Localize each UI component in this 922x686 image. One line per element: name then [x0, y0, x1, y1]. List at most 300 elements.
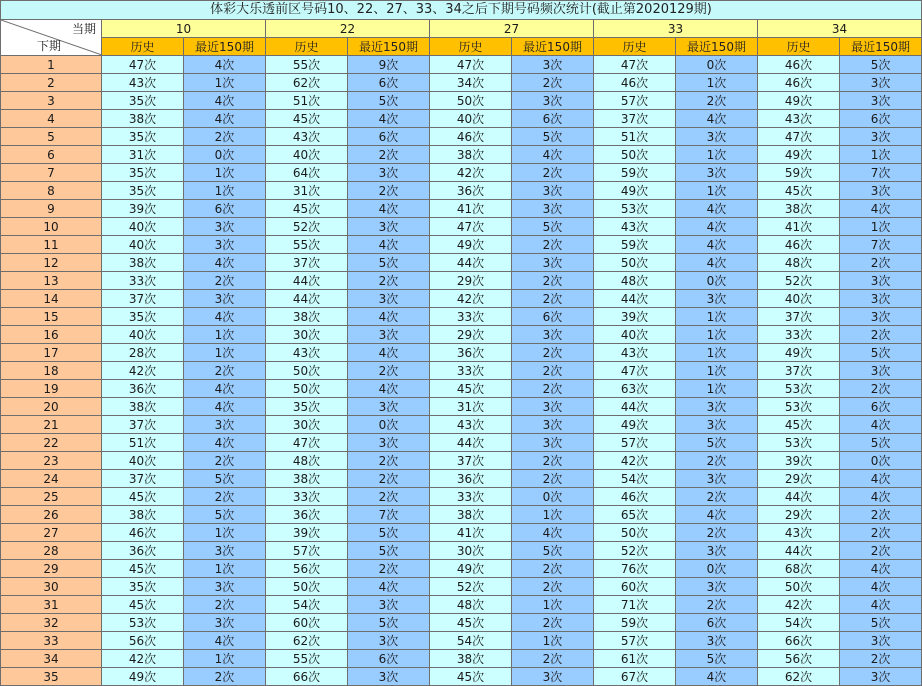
recent-count-cell: 4次 [840, 416, 922, 434]
history-count-cell: 64次 [266, 164, 348, 182]
history-count-cell: 53次 [594, 200, 676, 218]
recent-count-cell: 6次 [348, 128, 430, 146]
history-count-cell: 48次 [594, 272, 676, 290]
history-count-cell: 45次 [266, 200, 348, 218]
history-count-cell: 50次 [758, 578, 840, 596]
recent-count-cell: 0次 [512, 488, 594, 506]
table-row [1, 218, 922, 236]
history-count-cell: 45次 [266, 110, 348, 128]
history-count-cell: 53次 [758, 434, 840, 452]
history-count-cell: 35次 [102, 128, 184, 146]
history-count-cell: 54次 [266, 596, 348, 614]
history-count-cell: 30次 [266, 416, 348, 434]
recent-count-cell: 3次 [512, 92, 594, 110]
table-row [1, 182, 922, 200]
history-count-cell: 31次 [430, 398, 512, 416]
history-count-cell: 35次 [266, 398, 348, 416]
recent-count-cell: 2次 [512, 650, 594, 668]
recent-count-cell: 1次 [512, 506, 594, 524]
history-count-cell: 53次 [758, 398, 840, 416]
table-row [1, 272, 922, 290]
recent-count-cell: 2次 [676, 488, 758, 506]
history-count-cell: 37次 [758, 362, 840, 380]
history-count-cell: 40次 [102, 218, 184, 236]
history-count-cell: 46次 [594, 74, 676, 92]
table-row [1, 128, 922, 146]
history-count-cell: 52次 [758, 272, 840, 290]
row-next-number: 24 [1, 470, 102, 488]
recent-count-cell: 3次 [840, 272, 922, 290]
history-count-cell: 50次 [266, 578, 348, 596]
recent-count-cell: 4次 [676, 254, 758, 272]
table-row [1, 398, 922, 416]
history-count-cell: 44次 [266, 272, 348, 290]
recent-count-cell: 4次 [512, 146, 594, 164]
history-count-cell: 56次 [758, 650, 840, 668]
recent-count-cell: 2次 [184, 596, 266, 614]
history-count-cell: 46次 [430, 128, 512, 146]
sub-header-history: 历史 [102, 38, 184, 56]
recent-count-cell: 3次 [512, 668, 594, 686]
recent-count-cell: 3次 [840, 74, 922, 92]
recent-count-cell: 1次 [184, 650, 266, 668]
table-row [1, 416, 922, 434]
row-next-number: 1 [1, 56, 102, 74]
history-count-cell: 36次 [102, 380, 184, 398]
recent-count-cell: 3次 [512, 254, 594, 272]
column-number-27: 27 [430, 20, 594, 38]
history-count-cell: 28次 [102, 344, 184, 362]
history-count-cell: 46次 [102, 524, 184, 542]
recent-count-cell: 3次 [676, 578, 758, 596]
recent-count-cell: 1次 [840, 218, 922, 236]
recent-count-cell: 3次 [840, 290, 922, 308]
recent-count-cell: 1次 [676, 362, 758, 380]
history-count-cell: 52次 [430, 578, 512, 596]
recent-count-cell: 0次 [676, 56, 758, 74]
history-count-cell: 44次 [430, 434, 512, 452]
history-count-cell: 47次 [758, 128, 840, 146]
recent-count-cell: 2次 [840, 524, 922, 542]
recent-count-cell: 1次 [512, 596, 594, 614]
table-row [1, 74, 922, 92]
history-count-cell: 36次 [430, 470, 512, 488]
history-count-cell: 38次 [758, 200, 840, 218]
history-count-cell: 44次 [758, 542, 840, 560]
row-next-number: 25 [1, 488, 102, 506]
recent-count-cell: 3次 [348, 434, 430, 452]
recent-count-cell: 3次 [184, 236, 266, 254]
recent-count-cell: 0次 [840, 452, 922, 470]
history-count-cell: 57次 [594, 632, 676, 650]
recent-count-cell: 2次 [512, 380, 594, 398]
table-row [1, 632, 922, 650]
history-count-cell: 40次 [102, 236, 184, 254]
history-count-cell: 33次 [266, 488, 348, 506]
history-count-cell: 40次 [102, 452, 184, 470]
table-row [1, 434, 922, 452]
history-count-cell: 49次 [102, 668, 184, 686]
recent-count-cell: 2次 [348, 182, 430, 200]
history-count-cell: 38次 [266, 470, 348, 488]
recent-count-cell: 3次 [184, 218, 266, 236]
table-row [1, 596, 922, 614]
row-next-number: 18 [1, 362, 102, 380]
recent-count-cell: 2次 [676, 452, 758, 470]
recent-count-cell: 1次 [676, 182, 758, 200]
recent-count-cell: 4次 [348, 200, 430, 218]
row-next-number: 8 [1, 182, 102, 200]
history-count-cell: 31次 [102, 146, 184, 164]
recent-count-cell: 4次 [184, 380, 266, 398]
recent-count-cell: 5次 [348, 254, 430, 272]
history-count-cell: 33次 [430, 308, 512, 326]
history-count-cell: 43次 [758, 110, 840, 128]
recent-count-cell: 2次 [840, 254, 922, 272]
history-count-cell: 43次 [102, 74, 184, 92]
history-count-cell: 50次 [266, 380, 348, 398]
history-count-cell: 59次 [594, 236, 676, 254]
table-row [1, 344, 922, 362]
history-count-cell: 37次 [594, 110, 676, 128]
history-count-cell: 56次 [102, 632, 184, 650]
history-count-cell: 51次 [594, 128, 676, 146]
history-count-cell: 33次 [430, 488, 512, 506]
table-row [1, 236, 922, 254]
sub-header-row [1, 38, 922, 56]
recent-count-cell: 3次 [512, 398, 594, 416]
row-next-number: 16 [1, 326, 102, 344]
recent-count-cell: 1次 [184, 524, 266, 542]
sub-header-history: 历史 [430, 38, 512, 56]
recent-count-cell: 2次 [348, 272, 430, 290]
row-next-number: 12 [1, 254, 102, 272]
recent-count-cell: 2次 [184, 488, 266, 506]
recent-count-cell: 5次 [840, 434, 922, 452]
recent-count-cell: 3次 [512, 56, 594, 74]
table-title: 体彩大乐透前区号码10、22、27、33、34之后下期号码频次统计(截止第2020129期) [1, 1, 922, 20]
recent-count-cell: 2次 [512, 344, 594, 362]
history-count-cell: 55次 [266, 56, 348, 74]
history-count-cell: 35次 [102, 308, 184, 326]
recent-count-cell: 1次 [676, 344, 758, 362]
recent-count-cell: 6次 [348, 74, 430, 92]
recent-count-cell: 3次 [348, 668, 430, 686]
history-count-cell: 44次 [266, 290, 348, 308]
row-next-number: 20 [1, 398, 102, 416]
history-count-cell: 37次 [266, 254, 348, 272]
recent-count-cell: 2次 [840, 542, 922, 560]
row-next-number: 22 [1, 434, 102, 452]
recent-count-cell: 6次 [840, 110, 922, 128]
sub-header-history: 历史 [758, 38, 840, 56]
history-count-cell: 59次 [594, 164, 676, 182]
history-count-cell: 45次 [430, 380, 512, 398]
recent-count-cell: 4次 [512, 524, 594, 542]
history-count-cell: 57次 [594, 92, 676, 110]
history-count-cell: 37次 [102, 416, 184, 434]
recent-count-cell: 4次 [184, 632, 266, 650]
recent-count-cell: 4次 [348, 344, 430, 362]
recent-count-cell: 5次 [184, 470, 266, 488]
table-row [1, 488, 922, 506]
row-next-number: 28 [1, 542, 102, 560]
table-row [1, 560, 922, 578]
recent-count-cell: 2次 [676, 92, 758, 110]
history-count-cell: 49次 [758, 344, 840, 362]
history-count-cell: 45次 [102, 488, 184, 506]
column-number-10: 10 [102, 20, 266, 38]
history-count-cell: 54次 [594, 470, 676, 488]
sub-header-recent: 最近150期 [348, 38, 430, 56]
recent-count-cell: 4次 [676, 200, 758, 218]
history-count-cell: 48次 [758, 254, 840, 272]
recent-count-cell: 0次 [676, 272, 758, 290]
row-next-number: 15 [1, 308, 102, 326]
recent-count-cell: 3次 [348, 164, 430, 182]
sub-header-recent: 最近150期 [840, 38, 922, 56]
recent-count-cell: 6次 [840, 398, 922, 416]
history-count-cell: 36次 [266, 506, 348, 524]
recent-count-cell: 4次 [184, 398, 266, 416]
row-next-number: 35 [1, 668, 102, 686]
history-count-cell: 46次 [758, 56, 840, 74]
recent-count-cell: 3次 [348, 290, 430, 308]
recent-count-cell: 0次 [348, 416, 430, 434]
recent-count-cell: 2次 [348, 452, 430, 470]
recent-count-cell: 2次 [512, 470, 594, 488]
recent-count-cell: 0次 [184, 146, 266, 164]
recent-count-cell: 5次 [512, 542, 594, 560]
history-count-cell: 49次 [594, 416, 676, 434]
table-row [1, 92, 922, 110]
recent-count-cell: 3次 [840, 92, 922, 110]
row-next-number: 34 [1, 650, 102, 668]
history-count-cell: 47次 [430, 218, 512, 236]
history-count-cell: 54次 [758, 614, 840, 632]
history-count-cell: 38次 [430, 650, 512, 668]
row-next-number: 10 [1, 218, 102, 236]
history-count-cell: 45次 [102, 596, 184, 614]
recent-count-cell: 5次 [676, 650, 758, 668]
recent-count-cell: 3次 [676, 398, 758, 416]
recent-count-cell: 4次 [348, 578, 430, 596]
corner-current-label: 当期 [71, 22, 96, 36]
history-count-cell: 33次 [430, 362, 512, 380]
row-next-number: 9 [1, 200, 102, 218]
history-count-cell: 29次 [430, 272, 512, 290]
table-row [1, 146, 922, 164]
row-next-number: 26 [1, 506, 102, 524]
row-next-number: 31 [1, 596, 102, 614]
history-count-cell: 48次 [430, 596, 512, 614]
history-count-cell: 41次 [758, 218, 840, 236]
recent-count-cell: 1次 [676, 74, 758, 92]
recent-count-cell: 3次 [676, 632, 758, 650]
history-count-cell: 35次 [102, 92, 184, 110]
history-count-cell: 40次 [430, 110, 512, 128]
recent-count-cell: 4次 [676, 236, 758, 254]
recent-count-cell: 2次 [512, 452, 594, 470]
recent-count-cell: 4次 [348, 110, 430, 128]
table-row [1, 668, 922, 686]
row-next-number: 13 [1, 272, 102, 290]
history-count-cell: 46次 [594, 488, 676, 506]
row-next-number: 19 [1, 380, 102, 398]
recent-count-cell: 2次 [676, 596, 758, 614]
recent-count-cell: 1次 [512, 632, 594, 650]
history-count-cell: 56次 [266, 560, 348, 578]
recent-count-cell: 2次 [512, 164, 594, 182]
table-row [1, 542, 922, 560]
history-count-cell: 38次 [102, 110, 184, 128]
recent-count-cell: 3次 [840, 362, 922, 380]
table-row [1, 506, 922, 524]
recent-count-cell: 1次 [184, 182, 266, 200]
recent-count-cell: 4次 [184, 92, 266, 110]
history-count-cell: 50次 [594, 146, 676, 164]
recent-count-cell: 3次 [840, 182, 922, 200]
recent-count-cell: 5次 [348, 614, 430, 632]
recent-count-cell: 2次 [512, 236, 594, 254]
history-count-cell: 29次 [430, 326, 512, 344]
recent-count-cell: 2次 [184, 272, 266, 290]
history-count-cell: 46次 [758, 74, 840, 92]
recent-count-cell: 4次 [676, 218, 758, 236]
history-count-cell: 62次 [266, 74, 348, 92]
recent-count-cell: 3次 [348, 326, 430, 344]
recent-count-cell: 3次 [512, 326, 594, 344]
recent-count-cell: 1次 [184, 74, 266, 92]
history-count-cell: 59次 [594, 614, 676, 632]
row-next-number: 33 [1, 632, 102, 650]
history-count-cell: 50次 [594, 524, 676, 542]
recent-count-cell: 3次 [348, 398, 430, 416]
history-count-cell: 44次 [594, 290, 676, 308]
history-count-cell: 35次 [102, 164, 184, 182]
history-count-cell: 43次 [594, 218, 676, 236]
corner-next-label: 下期 [37, 39, 62, 53]
history-count-cell: 53次 [758, 380, 840, 398]
history-count-cell: 38次 [102, 398, 184, 416]
history-count-cell: 50次 [266, 362, 348, 380]
recent-count-cell: 3次 [348, 218, 430, 236]
history-count-cell: 43次 [430, 416, 512, 434]
history-count-cell: 42次 [594, 452, 676, 470]
recent-count-cell: 3次 [512, 434, 594, 452]
recent-count-cell: 2次 [840, 380, 922, 398]
recent-count-cell: 3次 [184, 542, 266, 560]
history-count-cell: 37次 [102, 470, 184, 488]
recent-count-cell: 6次 [184, 200, 266, 218]
recent-count-cell: 4次 [348, 308, 430, 326]
history-count-cell: 38次 [430, 146, 512, 164]
recent-count-cell: 4次 [840, 560, 922, 578]
row-next-number: 7 [1, 164, 102, 182]
row-next-number: 2 [1, 74, 102, 92]
table-row [1, 650, 922, 668]
recent-count-cell: 5次 [184, 506, 266, 524]
recent-count-cell: 7次 [348, 506, 430, 524]
corner-cell [1, 20, 102, 56]
recent-count-cell: 1次 [184, 344, 266, 362]
recent-count-cell: 4次 [676, 668, 758, 686]
recent-count-cell: 5次 [840, 614, 922, 632]
recent-count-cell: 3次 [840, 128, 922, 146]
recent-count-cell: 5次 [676, 434, 758, 452]
title-row [1, 1, 922, 20]
history-count-cell: 45次 [430, 614, 512, 632]
recent-count-cell: 2次 [512, 614, 594, 632]
history-count-cell: 38次 [430, 506, 512, 524]
history-count-cell: 44次 [430, 254, 512, 272]
number-header-row [1, 20, 922, 38]
history-count-cell: 68次 [758, 560, 840, 578]
history-count-cell: 66次 [266, 668, 348, 686]
recent-count-cell: 4次 [348, 236, 430, 254]
row-next-number: 29 [1, 560, 102, 578]
recent-count-cell: 2次 [840, 506, 922, 524]
history-count-cell: 45次 [430, 668, 512, 686]
recent-count-cell: 3次 [184, 290, 266, 308]
history-count-cell: 43次 [594, 344, 676, 362]
recent-count-cell: 4次 [184, 308, 266, 326]
history-count-cell: 40次 [594, 326, 676, 344]
sub-header-history: 历史 [594, 38, 676, 56]
history-count-cell: 57次 [594, 434, 676, 452]
recent-count-cell: 2次 [184, 668, 266, 686]
recent-count-cell: 3次 [348, 632, 430, 650]
history-count-cell: 36次 [430, 344, 512, 362]
history-count-cell: 34次 [430, 74, 512, 92]
history-count-cell: 76次 [594, 560, 676, 578]
recent-count-cell: 3次 [676, 128, 758, 146]
history-count-cell: 47次 [266, 434, 348, 452]
history-count-cell: 49次 [430, 236, 512, 254]
history-count-cell: 37次 [430, 452, 512, 470]
recent-count-cell: 5次 [512, 218, 594, 236]
recent-count-cell: 2次 [184, 362, 266, 380]
recent-count-cell: 6次 [676, 614, 758, 632]
sub-header-history: 历史 [266, 38, 348, 56]
history-count-cell: 29次 [758, 470, 840, 488]
history-count-cell: 65次 [594, 506, 676, 524]
history-count-cell: 46次 [758, 236, 840, 254]
history-count-cell: 40次 [266, 146, 348, 164]
history-count-cell: 54次 [430, 632, 512, 650]
history-count-cell: 44次 [758, 488, 840, 506]
recent-count-cell: 7次 [840, 236, 922, 254]
history-count-cell: 71次 [594, 596, 676, 614]
recent-count-cell: 2次 [512, 272, 594, 290]
recent-count-cell: 3次 [512, 416, 594, 434]
history-count-cell: 45次 [758, 416, 840, 434]
history-count-cell: 49次 [758, 92, 840, 110]
history-count-cell: 42次 [430, 164, 512, 182]
history-count-cell: 62次 [266, 632, 348, 650]
recent-count-cell: 2次 [676, 524, 758, 542]
recent-count-cell: 4次 [840, 200, 922, 218]
recent-count-cell: 2次 [348, 470, 430, 488]
history-count-cell: 53次 [102, 614, 184, 632]
history-count-cell: 39次 [758, 452, 840, 470]
history-count-cell: 50次 [430, 92, 512, 110]
history-count-cell: 35次 [102, 578, 184, 596]
table-row [1, 470, 922, 488]
row-next-number: 17 [1, 344, 102, 362]
row-next-number: 32 [1, 614, 102, 632]
recent-count-cell: 5次 [512, 128, 594, 146]
